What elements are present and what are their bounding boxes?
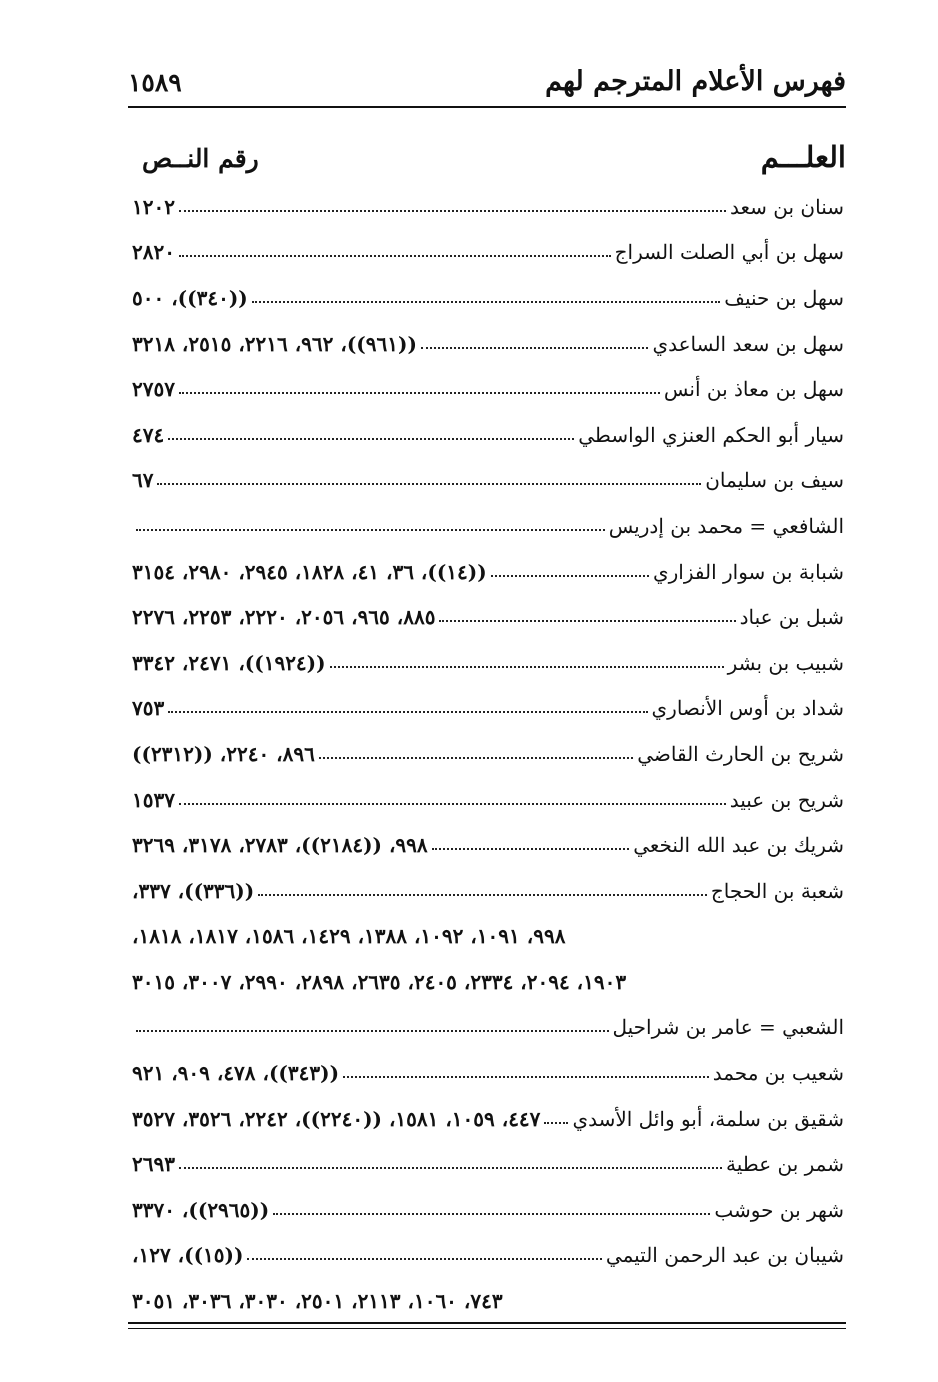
entry-name: سنان بن سعد <box>730 194 844 219</box>
dot-leader <box>319 757 633 759</box>
dot-leader <box>343 1076 709 1078</box>
index-entry <box>132 594 844 640</box>
dot-leader <box>258 894 707 896</box>
index-entry <box>132 275 844 321</box>
index-entry <box>132 640 844 686</box>
dot-leader <box>247 1258 601 1260</box>
name-column-header: العلـــم <box>760 140 846 174</box>
entry-name: شريح بن عبيد <box>729 787 844 812</box>
index-entry <box>132 731 844 777</box>
entry-references: ٨٩٦، ٢٢٤٠، ((٢٣١٢)) <box>132 741 315 766</box>
index-entry <box>132 868 844 914</box>
footer-rule <box>128 1322 846 1324</box>
index-entry <box>132 1187 844 1233</box>
entry-references: ٧٤٣، ١٠٦٠، ٢١١٣، ٢٥٠١، ٣٠٣٠، ٣٠٣٦، ٣٠٥١ <box>132 1289 503 1314</box>
index-entry <box>132 1005 844 1051</box>
entry-name: شريح بن الحارث القاضي <box>637 741 844 766</box>
index-entry-continuation <box>132 914 844 960</box>
entry-name: شمر بن عطية <box>726 1152 844 1177</box>
entry-references: ((٣٤٠))، ٥٠٠ <box>132 285 248 310</box>
dot-leader <box>252 301 720 303</box>
entry-references: ((٩٦١))، ٩٦٢، ٢٢١٦، ٢٥١٥، ٣٢١٨ <box>132 331 417 356</box>
entry-name: شبيب بن بشر <box>727 650 844 675</box>
entry-references: ١٢٠٢ <box>132 194 175 219</box>
entry-name: شداد بن أوس الأنصاري <box>651 696 844 721</box>
entry-references: ((١٥))، ١٢٧، <box>132 1243 244 1268</box>
index-entry-continuation <box>132 1278 844 1324</box>
page-header <box>128 66 846 97</box>
entry-name: الشافعي = محمد بن إدريس <box>608 513 844 538</box>
dot-leader <box>179 255 611 257</box>
index-entry <box>132 686 844 732</box>
entry-references: ((٣٣٦))، ٣٣٧، <box>132 878 255 903</box>
dot-leader <box>491 575 649 577</box>
footer-rule-thin <box>128 1328 846 1329</box>
entry-name: شيبان بن عبد الرحمن التيمي <box>605 1243 844 1268</box>
column-headers <box>142 140 846 174</box>
entry-references: ٤٧٤ <box>132 422 165 447</box>
dot-leader <box>439 620 735 622</box>
dot-leader <box>157 483 701 485</box>
index-entry <box>132 184 844 230</box>
index-entry <box>132 412 844 458</box>
index-entry <box>132 503 844 549</box>
index-entry <box>132 777 844 823</box>
index-entry <box>132 458 844 504</box>
entry-name: شقيق بن سلمة، أبو وائل الأسدي <box>572 1106 844 1131</box>
index-entry <box>132 1096 844 1142</box>
entry-references: ٧٥٣ <box>132 696 165 721</box>
index-entry <box>132 230 844 276</box>
entry-name: سيار أبو الحكم العنزي الواسطي <box>578 422 844 447</box>
dot-leader <box>179 1167 722 1169</box>
index-entry <box>132 1050 844 1096</box>
entry-references: ٩٩٨، ((٢١٨٤))، ٢٧٨٣، ٣١٧٨، ٣٢٦٩ <box>132 833 428 858</box>
dot-leader <box>330 666 724 668</box>
dot-leader <box>168 438 574 440</box>
dot-leader <box>544 1122 568 1124</box>
dot-leader <box>179 210 726 212</box>
index-entry <box>132 1141 844 1187</box>
header-rule <box>128 106 846 108</box>
entry-name: شعيب بن محمد <box>712 1061 844 1086</box>
entry-references: ١٩٠٣، ٢٠٩٤، ٢٣٣٤، ٢٤٠٥، ٢٦٣٥، ٢٨٩٨، ٢٩٩٠، ٣٠٠٧، ٣٠١٥ <box>132 969 627 994</box>
entry-references: ٢٨٢٠ <box>132 240 175 265</box>
index-entry <box>132 366 844 412</box>
entry-references: ((٣٤٣))، ٤٧٨، ٩٠٩، ٩٢١ <box>132 1061 340 1086</box>
entry-name: سهل بن سعد الساعدي <box>652 331 844 356</box>
dot-leader <box>136 529 605 531</box>
dot-leader <box>136 1030 609 1032</box>
dot-leader <box>179 392 660 394</box>
entry-name: شبل بن عباد <box>739 605 844 630</box>
entry-name: شريك بن عبد الله النخعي <box>633 833 844 858</box>
entry-name: سهل بن معاذ بن أنس <box>663 377 844 402</box>
number-column-header: رقم النــص <box>142 144 259 173</box>
index-entry-continuation <box>132 959 844 1005</box>
entry-references: ٢٦٩٣ <box>132 1152 175 1177</box>
entry-references: ٦٧ <box>132 468 154 493</box>
dot-leader <box>273 1213 710 1215</box>
entry-name: شعبة بن الحجاج <box>710 878 844 903</box>
entry-name: سيف بن سليمان <box>705 468 844 493</box>
dot-leader <box>168 711 647 713</box>
dot-leader <box>179 803 726 805</box>
entry-references: ٩٩٨، ١٠٩١، ١٠٩٢، ١٣٨٨، ١٤٢٩، ١٥٨٦، ١٨١٧، ١٨١٨، <box>132 924 566 949</box>
entry-name: شهر بن حوشب <box>714 1197 844 1222</box>
running-title: فهرس الأعلام المترجم لهم <box>545 66 846 97</box>
entry-references: ((٢٩٦٥))، ٣٣٧٠ <box>132 1197 270 1222</box>
entry-references: ((١٤))، ٣٦، ٤١، ١٨٢٨، ٢٩٤٥، ٢٩٨٠، ٣١٥٤ <box>132 559 487 584</box>
dot-leader <box>421 347 649 349</box>
entry-references: ٨٨٥، ٩٦٥، ٢٠٥٦، ٢٢٢٠، ٢٢٥٣، ٢٢٧٦ <box>132 605 436 630</box>
entry-name: سهل بن أبي الصلت السراج <box>614 240 844 265</box>
index-entry <box>132 822 844 868</box>
index-entry <box>132 1233 844 1279</box>
entry-references: ١٥٣٧ <box>132 787 175 812</box>
page-number: ١٥٨٩ <box>128 68 182 97</box>
entry-references: ٤٤٧، ١٠٥٩، ١٥٨١، ((٢٢٤٠))، ٢٢٤٢، ٣٥٢٦، ٣٥٢٧ <box>132 1106 541 1131</box>
entry-name: الشعبي = عامر بن شراحيل <box>612 1015 844 1040</box>
entry-name: شبابة بن سوار الفزاري <box>652 559 844 584</box>
index-entry <box>132 321 844 367</box>
index-entry <box>132 549 844 595</box>
dot-leader <box>432 848 630 850</box>
entry-references: ((١٩٢٤))، ٢٤٧١، ٣٣٤٢ <box>132 650 326 675</box>
entry-references: ٢٧٥٧ <box>132 377 175 402</box>
entry-name: سهل بن حنيف <box>724 285 844 310</box>
index-entries <box>132 184 844 1324</box>
